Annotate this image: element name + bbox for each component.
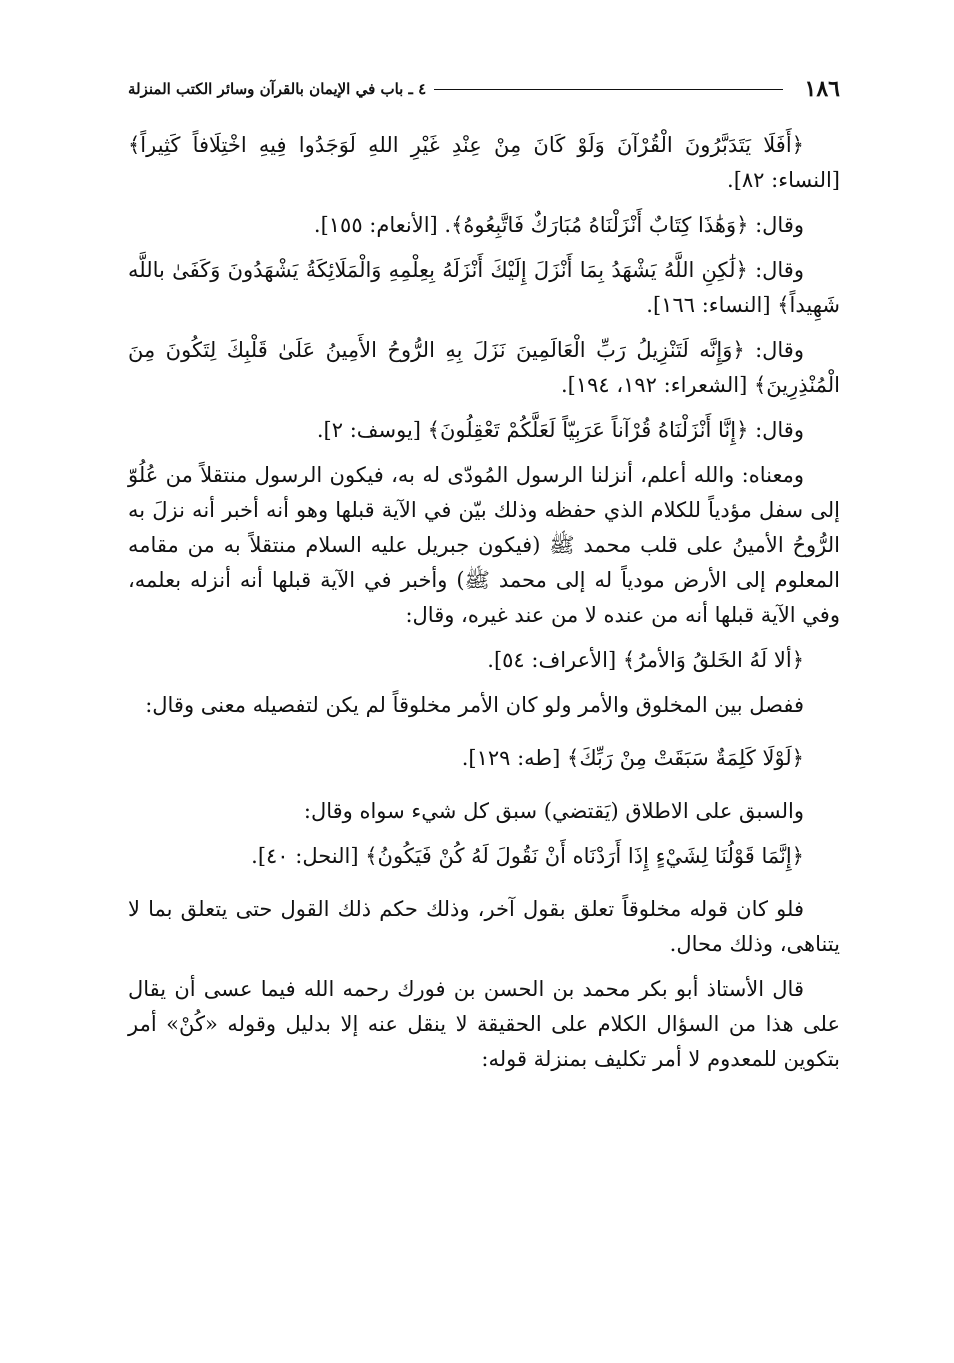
paragraph-commentary-3: والسبق على الاطلاق (يَقتضي) سبق كل شيء سواه وقال: [303, 799, 804, 823]
page-body [128, 128, 840, 1087]
paragraph-commentary-4: فلو كان قوله مخلوقاً تعلق بقول آخر، وذلك حكم ذلك القول حتى يتعلق بما لا يتناهى، وذلك محال. [128, 897, 840, 956]
paragraph-commentary-5: قال الأستاذ أبو بكر محمد بن الحسن بن فورك رحمه الله فيما عسى أن يقال على هذا من السؤال الكلام على الحقيقة لا ينقل عنه إلا بدليل وقوله «كُنْ» أمر بتكوين للمعدوم لا أمر تكليف بمنزلة قوله: [128, 977, 840, 1071]
paragraph-quran-verse-3: وقال: ﴿لَٰكِنِ اللَّهُ يَشْهَدُ بِمَا أَنْزَلَ إِلَيْكَ أَنْزَلَهُ بِعِلْمِهِ وَالْمَلَائِكَةُ يَشْهَدُونَ وَكَفَىٰ باللَّه شَهِيداً﴾ [النساء: ١٦٦]. [128, 258, 840, 317]
header-rule [434, 89, 782, 90]
paragraph-quran-verse-4: وقال: ﴿وَإِنَّه لَتَنْزِيلُ رَبِّ الْعَالَمِينَ نَزَلَ بِهِ الرُّوحُ الأَمِينُ عَلَىٰ قَلْبِكَ لِتَكُونَ مِنَ الْمُنْذِرِينَ﴾ [الشعراء: ١٩٢، ١٩٤]. [128, 338, 840, 397]
paragraph-quran-verse-2: وقال: ﴿وَهَٰذَا كِتَابٌ أَنْزَلْنَاهُ مُبَارَكٌ فَاتَّبِعُوهُ﴾. [الأنعام: ١٥٥]. [313, 213, 804, 237]
paragraph-quran-verse-6: ﴿ألا لَهُ الخَلقُ وَالأمرُ﴾ [الأعراف: ٥٤]. [487, 648, 804, 672]
running-title: ٤ ـ باب في الإيمان بالقرآن وسائر الكتب المنزلة [128, 80, 427, 98]
paragraph-commentary-1: ومعناه: والله أعلم، أنزلنا الرسول المُودّى له به، فيكون الرسول منتقلاً من عُلُوّ إلى سفل مؤدياً للكلام الذي حفظه وذلك بيّن في الآية قبلها وهو أنه أخبر أنه نزلَ به الرُّوحُ الأمينُ على قلب محمد ﷺ (فيكون جبريل عليه السلام منتقلاً به من مقامه المعلوم إلى الأرض مودياً له إلى محمد ﷺ) وأخبر في الآية قبلها أنه أنزله بعلمه، وفي الآية قبلها أنه من عنده لا من عند غيره، وقال: [128, 463, 841, 627]
paragraph-quran-verse-8: ﴿إِنَّمَا قَوْلُنَا لِشَيْءٍ إِذَا أَرَدْنَاه أَنْ نَقُولَ لَهُ كُنْ فَيَكُونُ﴾ [النحل: ٤٠]. [251, 844, 804, 868]
paragraph-commentary-2: ففصل بين المخلوق والأمر ولو كان الأمر مخلوقاً لم يكن لتفصيله معنى وقال: [145, 693, 804, 717]
paragraph-quran-verse-5: وقال: ﴿إِنَّا أَنْزَلْنَاهُ قُرْآناً عَرَبِيّاً لَعَلَّكُمْ تَعْقِلُونَ﴾ [يوسف: ٢]. [316, 418, 804, 442]
page-number: ١٨٦ [804, 76, 840, 102]
paragraph-quran-verse-7: ﴿لَوْلَا كَلِمَةٌ سَبَقَتْ مِنْ رَبِّكَ﴾ [طه: ١٢٩]. [461, 746, 804, 770]
page-header [128, 72, 840, 106]
paragraph-quran-verse-1: ﴿أَفَلَا يَتَدَبَّرُونَ الْقُرْآنَ وَلَوْ كَانَ مِنْ عِنْدِ غَيْرِ اللهِ لَوَجَدُوا فِيهِ اخْتِلَافاً كَثِيراً﴾ [النساء: ٨٢]. [128, 133, 840, 192]
